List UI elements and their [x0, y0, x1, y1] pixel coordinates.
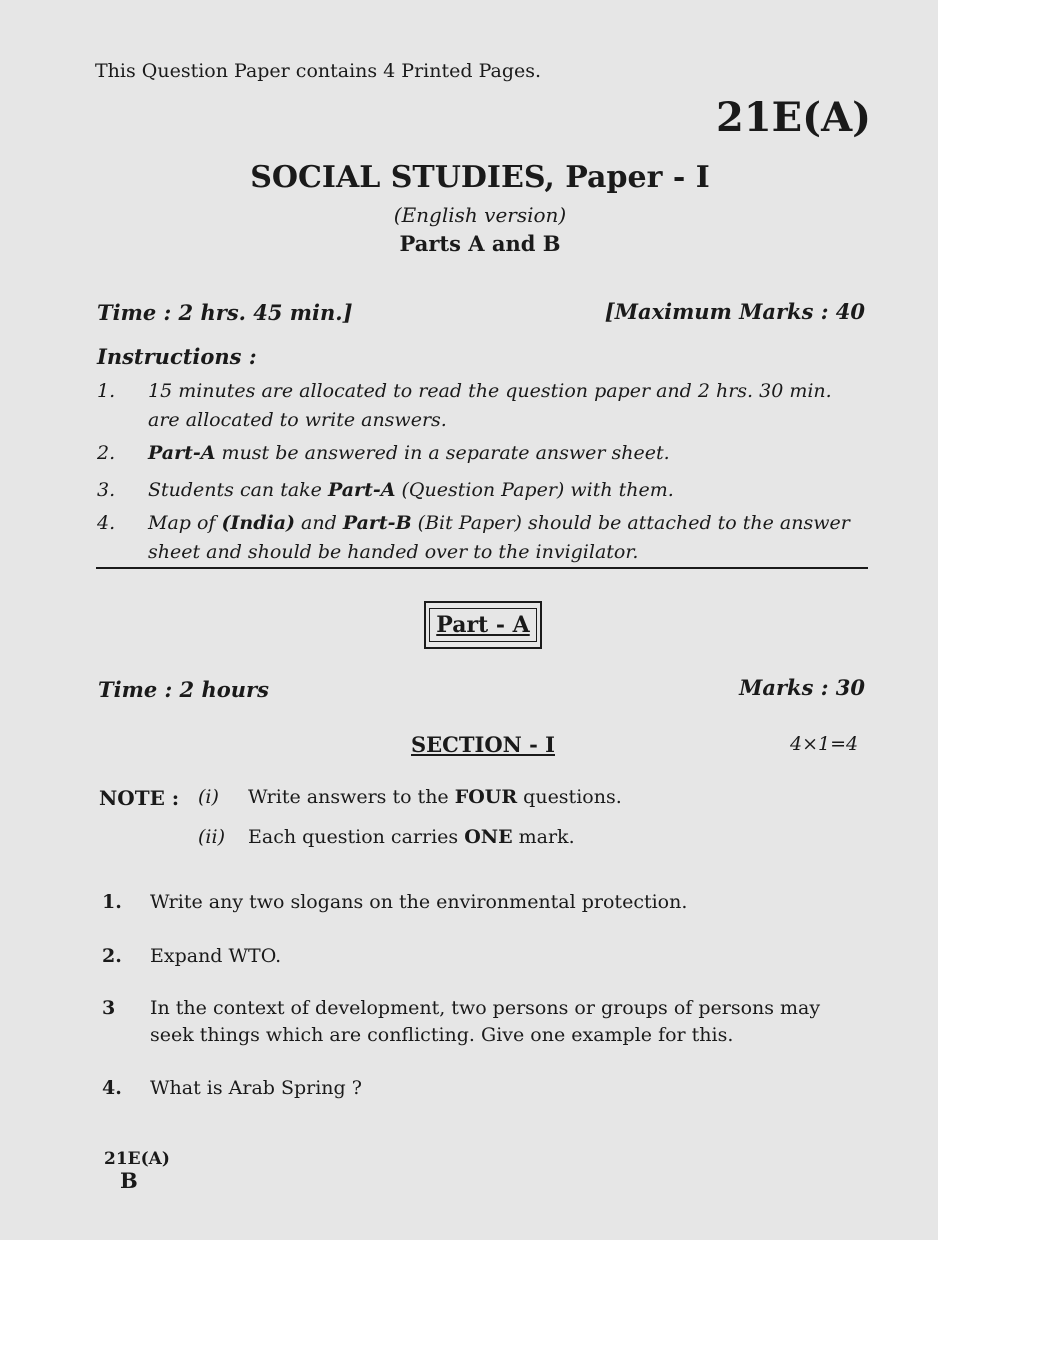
question-text: In the context of development, two persons or groups of persons may seek things which are conflicting. Give one example for this. [150, 997, 821, 1046]
divider-line [96, 567, 868, 569]
footer-set-letter: B [120, 1168, 138, 1193]
footer-paper-code: 21E(A) [104, 1149, 170, 1169]
paper-code: 21E(A) [716, 94, 872, 141]
instruction-text: 15 minutes are allocated to read the question paper and 2 hrs. 30 min. are allocated to write answers. [148, 380, 832, 431]
question-number: 3 [102, 997, 116, 1019]
instruction-text: Students can take Part-A (Question Paper) with them. [148, 479, 674, 501]
question-number: 1. [102, 891, 122, 913]
part-a-box [424, 601, 542, 649]
part-a-time: Time : 2 hours [98, 677, 269, 702]
question-number: 4. [102, 1077, 122, 1099]
max-marks: [Maximum Marks : 40 [604, 299, 865, 324]
instruction-item [97, 509, 867, 567]
question-item [102, 889, 862, 916]
note-number: (ii) [198, 826, 225, 848]
section-marks: 4×1=4 [790, 733, 859, 755]
part-a-marks: Marks : 30 [739, 675, 865, 700]
total-time: Time : 2 hrs. 45 min.] [97, 300, 353, 325]
instruction-number: 3. [97, 479, 116, 501]
instruction-item [97, 476, 867, 505]
note-text: Each question carries ONE mark. [248, 826, 575, 848]
paper-title: SOCIAL STUDIES, Paper - I [250, 160, 710, 195]
instruction-number: 1. [97, 380, 116, 402]
question-text: Expand WTO. [150, 945, 282, 967]
instruction-item [97, 377, 867, 435]
part-a-label: Part - A [429, 608, 536, 642]
note-label: NOTE : [99, 786, 180, 810]
note-number: (i) [198, 786, 219, 808]
instruction-text: Part-A must be answered in a separate answer sheet. [148, 442, 670, 464]
instruction-number: 4. [97, 512, 116, 534]
instruction-text: Map of (India) and Part-B (Bit Paper) should be attached to the answer sheet and should be handed over to the invigilator. [148, 512, 850, 563]
question-text: What is Arab Spring ? [150, 1077, 362, 1099]
paper-parts: Parts A and B [399, 231, 561, 256]
question-text: Write any two slogans on the environmental protection. [150, 891, 688, 913]
question-item [102, 995, 862, 1049]
instructions-heading: Instructions : [97, 344, 257, 369]
paper-version: (English version) [393, 203, 567, 227]
question-item [102, 1075, 862, 1102]
section-title: SECTION - I [411, 732, 555, 757]
printed-pages-note: This Question Paper contains 4 Printed Pages. [95, 60, 542, 82]
instruction-item [97, 439, 867, 468]
note-text: Write answers to the FOUR questions. [248, 786, 622, 808]
instruction-number: 2. [97, 442, 116, 464]
question-item [102, 943, 862, 970]
question-number: 2. [102, 945, 122, 967]
